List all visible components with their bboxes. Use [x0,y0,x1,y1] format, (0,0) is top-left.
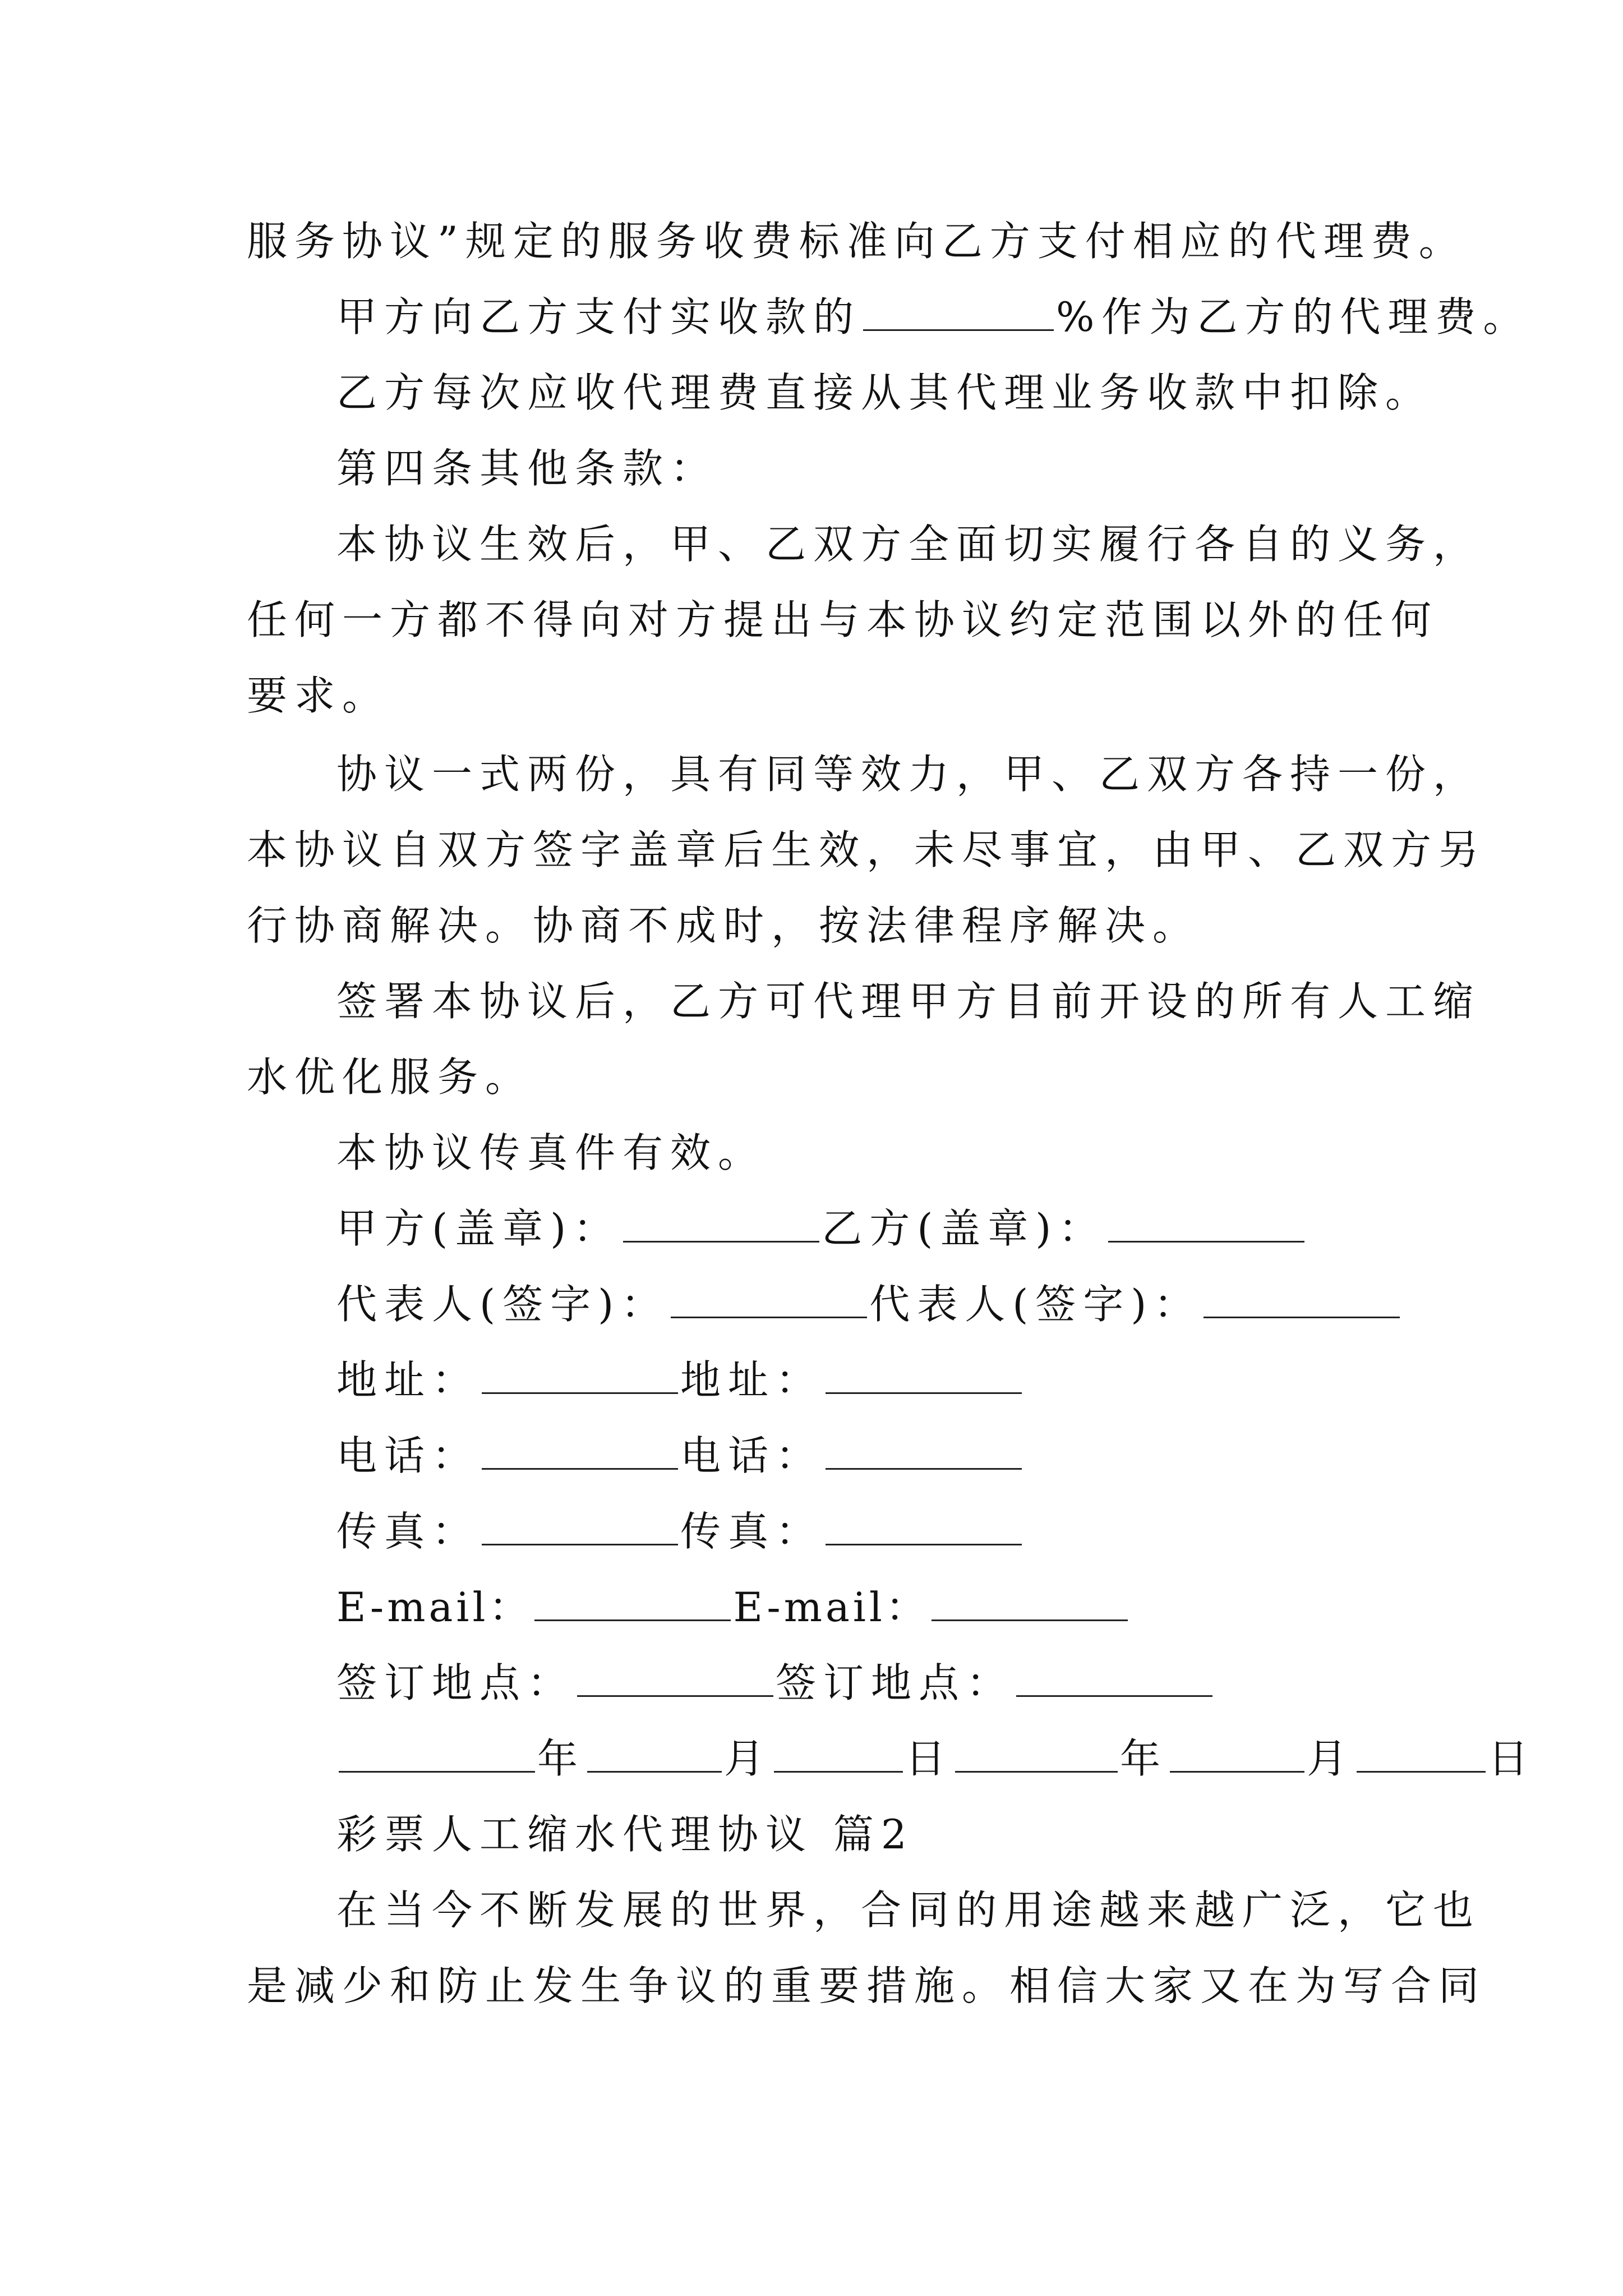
day-label: 日 [1488,1735,1536,1782]
fax-b-blank [826,1508,1022,1545]
address-b-blank [826,1356,1022,1394]
year-b-blank [955,1735,1118,1773]
place-a-blank [577,1659,773,1697]
phone-b-blank [826,1432,1022,1470]
fax-a-label: 传真： [336,1508,480,1555]
address-a-blank [482,1356,678,1394]
seal-row [336,1200,1307,1257]
paragraph-line: 水优化服务。 [247,1053,533,1101]
email-a-label: E-mail： [336,1584,533,1631]
paragraph-line: 协议一式两份，具有同等效力，甲、乙双方各持一份， [336,751,1481,798]
place-b-label: 签订地点： [776,1659,1015,1706]
year-a-blank [339,1735,535,1773]
paragraph-line: 本协议传真件有效。 [336,1129,766,1176]
year-label: 年 [537,1735,585,1782]
rep-a-blank [671,1281,867,1318]
fee-line-suffix: %作为乙方的代理费。 [1056,293,1531,341]
phone-a-label: 电话： [336,1432,480,1479]
fax-a-blank [482,1508,678,1545]
email-b-blank [932,1584,1128,1621]
paragraph-line: 要求。 [247,672,390,719]
phone-a-blank [482,1432,678,1470]
paragraph-line: 服务协议”规定的服务收费标准向乙方支付相应的代理费。 [247,218,1467,265]
day-label: 日 [905,1735,953,1782]
month-label: 月 [724,1735,772,1782]
paragraph-line: 本协议生效后，甲、乙双方全面切实履行各自的义务， [336,521,1481,568]
address-row [336,1352,1024,1408]
year-label: 年 [1120,1735,1168,1782]
party-a-seal-blank [623,1205,819,1243]
paragraph-line: 是减少和防止发生争议的重要措施。相信大家又在为写合同 [247,1962,1487,2009]
paragraph-line: 签署本协议后，乙方可代理甲方目前开设的所有人工缩 [336,978,1481,1025]
phone-b-label: 电话： [680,1432,824,1479]
rep-b-label: 代表人(签字)： [869,1281,1202,1328]
section-title: 彩票人工缩水代理协议 篇2 [336,1811,914,1858]
email-row [336,1579,1130,1635]
fee-line [336,289,1530,345]
party-b-seal-label: 乙方(盖章)： [822,1205,1106,1252]
month-label: 月 [1307,1735,1355,1782]
party-a-seal-label: 甲方(盖章)： [336,1205,621,1252]
paragraph-line: 本协议自双方签字盖章后生效，未尽事宜，由甲、乙双方另 [247,826,1487,873]
month-a-blank [587,1735,722,1773]
party-b-seal-blank [1108,1205,1304,1243]
address-b-label: 地址： [680,1356,824,1404]
place-a-label: 签订地点： [336,1659,575,1706]
month-b-blank [1170,1735,1304,1773]
representative-row [336,1276,1402,1332]
place-b-blank [1016,1659,1212,1697]
address-a-label: 地址： [336,1356,480,1404]
rep-b-blank [1204,1281,1400,1318]
fee-line-prefix: 甲方向乙方支付实收款的 [336,293,861,341]
paragraph-line: 任何一方都不得向对方提出与本协议约定范围以外的任何 [247,596,1439,643]
day-b-blank [1357,1735,1486,1773]
signing-place-row [336,1655,1215,1711]
fax-b-label: 传真： [680,1508,824,1555]
day-a-blank [774,1735,903,1773]
clause-heading: 第四条其他条款： [336,445,718,492]
rep-a-label: 代表人(签字)： [336,1281,669,1328]
email-a-blank [534,1584,731,1621]
phone-row [336,1428,1024,1484]
fee-percentage-blank [863,293,1054,331]
email-b-label: E-mail： [733,1584,929,1631]
paragraph-line: 在当今不断发展的世界，合同的用途越来越广泛，它也 [336,1887,1481,1934]
paragraph-line: 乙方每次应收代理费直接从其代理业务收款中扣除。 [336,369,1433,416]
paragraph-line: 行协商解决。协商不成时，按法律程序解决。 [247,902,1201,949]
date-row [336,1731,1536,1787]
fax-row [336,1503,1024,1559]
